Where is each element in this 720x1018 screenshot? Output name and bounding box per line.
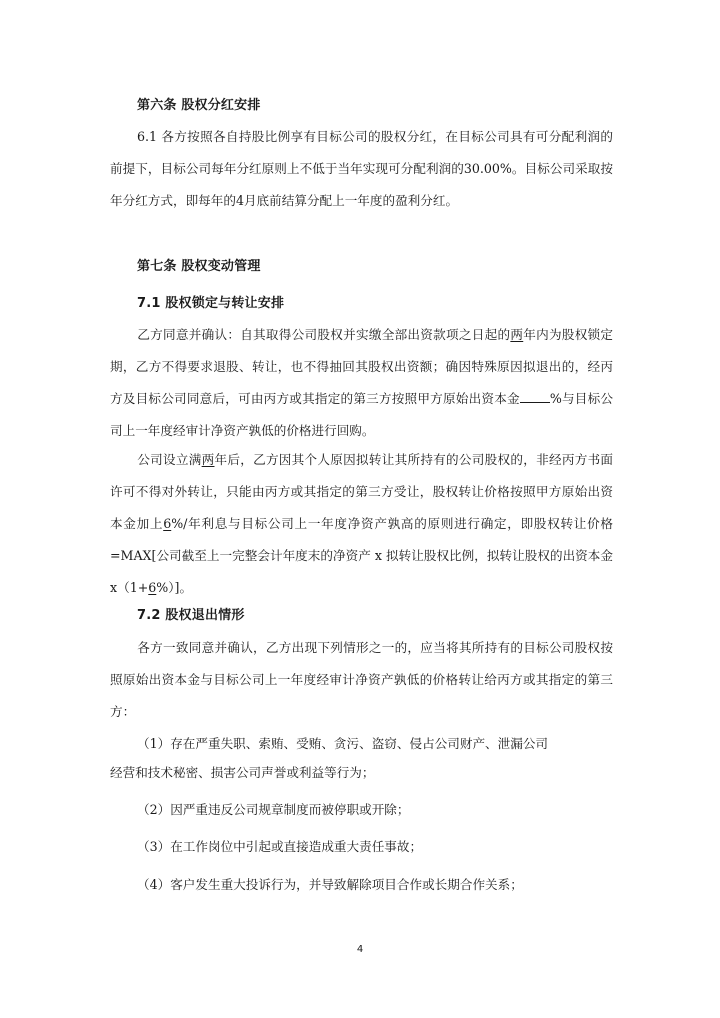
section-7-1-title: 7.1 股权锁定与转让安排: [137, 296, 285, 311]
exit-item-2: （2）因严重违反公司规章制度而被停职或开除；: [137, 802, 410, 817]
lock-text-b: 年内为股权锁定期，乙方不得要求退股、转让，也不得抽回其股权出资额；确因特殊原因拟退出的，经丙方及目标公司同意后，可由丙方或其指定的第三方按照甲方原始出资本金: [110, 327, 614, 406]
exit-intro-text: 各方一致同意并确认，乙方出现下列情形之一的，应当将其所持有的目标公司股权按照原始出资本金与目标公司上一年度经审计净资产孰低的价格转让给丙方或其指定的第三方：: [110, 640, 613, 719]
lock-text-a: 乙方同意并确认：自其取得公司股权并实缴全部出资款项之日起的: [137, 327, 511, 342]
lock-text-c: %与目标公司上一年度经审计净资产孰低的价格进行回购。: [110, 391, 614, 438]
exit-item-1: （1）存在严重失职、索贿、受贿、贪污、盗窃、侵占公司财产、泄漏公司: [137, 736, 549, 751]
transfer-text-b: 年后，乙方因其个人原因拟转让其所持有的公司股权的，非经丙方书面许可不得对外转让，只能由丙方或其指定的第三方受让，股权转让价格按照甲方原始出资本金加上: [110, 452, 614, 531]
transfer-text-a: 公司设立满: [137, 452, 202, 467]
transfer-text-d: %）]。: [156, 580, 193, 595]
clause-6-1-text: 6.1 各方按照各自持股比例享有目标公司的股权分红，在目标公司具有可分配利润的前提下，目标公司每年分红原则上不低于当年实现可分配利润的30.00%。目标公司采取按年分红方式，即每年的4月底前结算分配上一年度的盈利分红。: [110, 129, 613, 208]
page-number: 4: [356, 944, 364, 955]
principal-percent-blank: [520, 390, 550, 403]
article-7-title: 第七条 股权变动管理: [137, 259, 261, 274]
exit-item-4: （4）客户发生重大投诉行为，并导致解除项目合作或长期合作关系；: [137, 877, 523, 892]
transfer-text-c: %/年利息与目标公司上一年度净资产孰高的原则进行确定，即股权转让价格=MAX[公司截至上一完整会计年度末的净资产 x 拟转让股权比例，拟转让股权的出资本金 x（1+: [110, 516, 613, 595]
interest-rate-value: 6: [163, 516, 172, 531]
section-7-1-paragraph-2: [110, 444, 613, 604]
section-7-1-paragraph-1: [110, 319, 613, 447]
years-value: 两: [201, 452, 215, 467]
interest-rate-value-2: 6: [148, 580, 157, 595]
lock-period-value: 两: [510, 327, 524, 342]
clause-6-1: [110, 121, 613, 217]
section-7-2-intro: [110, 632, 613, 728]
exit-item-3: （3）在工作岗位中引起或直接造成重大责任事故；: [137, 839, 423, 854]
exit-item-1-continued: 经营和技术秘密、损害公司声誉或利益等行为；: [110, 765, 375, 780]
section-7-2-title: 7.2 股权退出情形: [137, 608, 245, 623]
article-6-title: 第六条 股权分红安排: [137, 98, 261, 113]
